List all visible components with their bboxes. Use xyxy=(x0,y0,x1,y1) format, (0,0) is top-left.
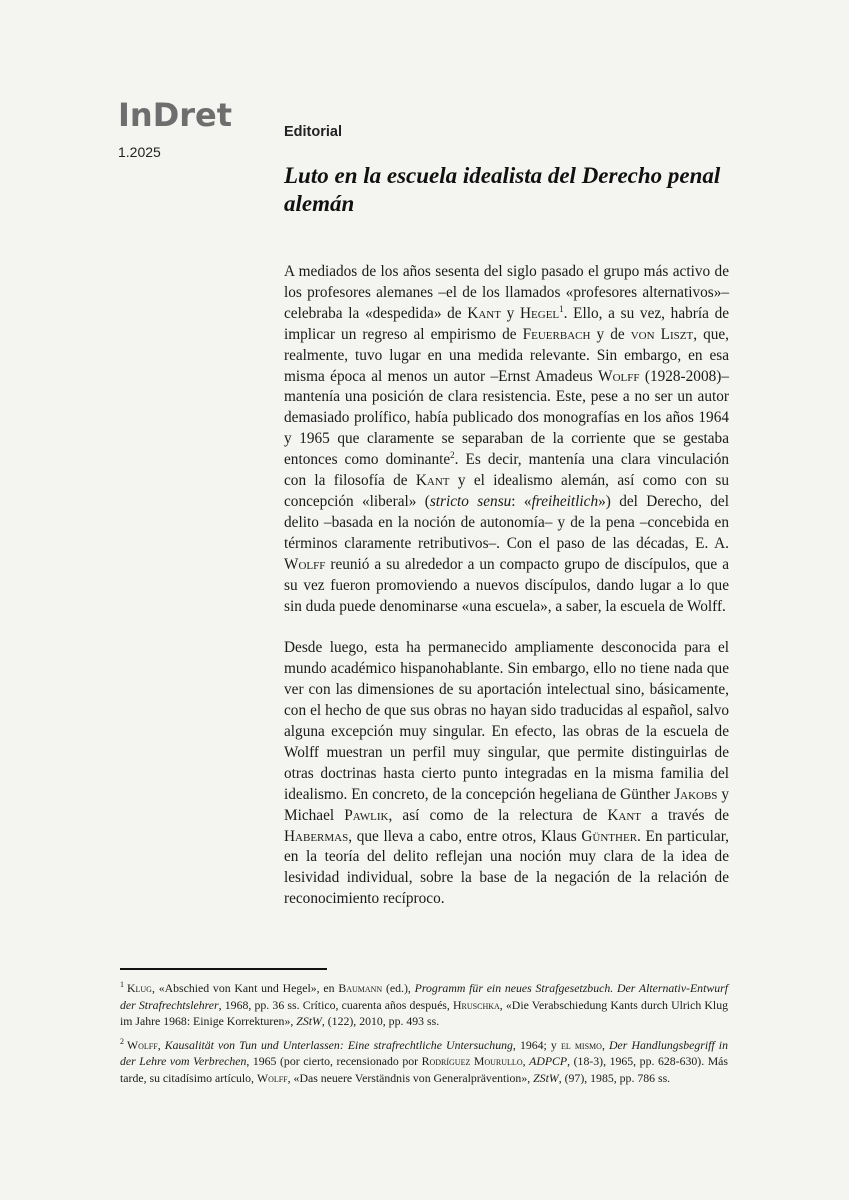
text-run: Baumann xyxy=(338,981,383,995)
text-run: 1 xyxy=(120,980,124,990)
text-run: ») del Derecho, del delito –basada en la noción de autonomía– y de la pena –concebida en términos claramente retributivos–. Con el paso de las décadas, E. A. xyxy=(284,492,729,552)
author-name: Jakobs xyxy=(674,785,718,803)
footnote-ref[interactable]: 2 xyxy=(450,450,455,461)
author-name: Habermas xyxy=(284,827,349,845)
text-run: , xyxy=(601,1037,609,1052)
text-run: , «Das neuere Verständnis von Generalprävention», xyxy=(287,1070,534,1085)
italic-text: freiheitlich xyxy=(531,492,599,510)
text-run: y Michael xyxy=(284,785,729,824)
article-title: Luto en la escuela idealista del Derecho penal alemán xyxy=(284,163,721,216)
footnotes xyxy=(120,980,728,1094)
author-name: Günther xyxy=(581,827,638,845)
author-name: von Liszt xyxy=(630,325,694,343)
italic-text: stricto sensu xyxy=(429,492,512,510)
author-name: Wolff xyxy=(598,367,640,385)
text-run: (1928-2008)– mantenía una posición de clara resistencia. Este, pese a no ser un autor demasiado prolífico, había publicado dos monografías en los años 1964 y 1965 que claramente se separaban de la corriente que se gestaba entonces como dominante xyxy=(284,367,729,469)
text-run: reunió a su alrededor a un compacto grupo de discípulos, que a su vez fueron promoviendo a nuevos discípulos, dando lugar a lo que sin duda puede denominarse «una escuela», a saber, la escuela de Wolff. xyxy=(284,555,729,615)
text-run: . Es decir, mantenía una clara vinculación con la filosofía de xyxy=(284,451,729,490)
italic-text: ZStW xyxy=(533,1070,559,1085)
text-run: . Ello, a su vez, habría de implicar un regreso al empirismo de xyxy=(284,304,730,343)
footnote-ref[interactable]: 1 xyxy=(559,303,564,314)
text-run: , 1965 (por cierto, recensionado por xyxy=(246,1054,422,1069)
text-run: , 1968, pp. 36 ss. Crítico, cuarenta años después, xyxy=(218,997,454,1012)
author-name: Kant xyxy=(607,806,641,824)
section-label: Editorial xyxy=(284,124,343,140)
text-run: Wolff xyxy=(256,1070,288,1085)
text-run: , «Die Verabschiedung Kants durch Ulrich Klug im Jahre 1968: Einige Korrekturen», xyxy=(120,997,728,1029)
text-run: , xyxy=(157,1037,165,1052)
journal-logo: InDret xyxy=(118,96,233,134)
text-run: , xyxy=(522,1054,530,1069)
text-run: Hruschka xyxy=(453,997,500,1012)
text-run: , que, realmente, tuvo lugar en una medida relevante. Sin embargo, en esa misma época al menos un autor –Ernst Amadeus xyxy=(284,325,729,385)
text-run: . En particular, en la teoría del delito reflejan una noción muy clara de la idea de lesividad individual, sobre la base de la negación de la relación de reconocimiento recíproco. xyxy=(284,827,729,908)
text-run: el mismo xyxy=(560,1037,602,1052)
paragraph-2 xyxy=(284,638,729,910)
text-run: 2 xyxy=(120,1036,124,1046)
article-body xyxy=(284,262,729,931)
text-run: A mediados de los años sesenta del siglo pasado el grupo más activo de los profesores alemanes –el de los llamados «profesores alternativos»– celebraba la «despedida» de xyxy=(284,263,729,322)
author-name: Pawlik xyxy=(344,806,389,824)
author-name: Feuerbach xyxy=(522,325,591,343)
author-name: Kant xyxy=(415,472,450,490)
text-run: Desde luego, esta ha permanecido ampliamente desconocida para el mundo académico hispanohablante. Sin embargo, ello no tiene nada que ver con las dimensiones de su aportación intelectual sino, básicamente, con el hecho de que sus obras no hayan sido traducidas al español, salvo alguna excepción muy singular. En efecto, las obras de la escuela de Wolff muestran un perfil muy singular, que permite distinguirlas de otras doctrinas hasta cierto punto integradas en la misma familia del idealismo. En concreto, de la concepción hegeliana de Günther xyxy=(284,639,729,803)
italic-text: Programm für ein neues Strafgesetzbuch. Der Alternativ-Entwurf der Strafrechtslehrer xyxy=(120,981,728,1012)
issue-number: 1.2025 xyxy=(118,144,161,160)
footnote-divider xyxy=(120,968,327,970)
text-run: y de xyxy=(590,325,631,343)
italic-text: Der Handlungsbegriff in der Lehre vom Verbrechen xyxy=(120,1037,728,1069)
text-run: , que lleva a cabo, entre otros, Klaus xyxy=(348,827,582,845)
author-name: Hegel xyxy=(519,304,560,322)
italic-text: Kausalität von Tun und Unterlassen: Eine strafrechtliche Untersuchung xyxy=(164,1037,513,1052)
footnote-1 xyxy=(120,980,728,1030)
text-run: , así como de la relectura de xyxy=(388,806,608,824)
author-name: Wolff xyxy=(284,555,326,573)
text-run: (ed.), xyxy=(382,981,415,995)
author-name: Kant xyxy=(467,304,501,322)
italic-text: ADPCP xyxy=(529,1054,568,1069)
text-run: Klug xyxy=(127,981,152,995)
paragraph-1 xyxy=(284,262,729,617)
text-run: , «Abschied von Kant und Hegel», en xyxy=(151,981,339,995)
text-run: Wolff xyxy=(127,1037,158,1052)
text-run: y el idealismo alemán, así como con su concepción «liberal» ( xyxy=(284,472,729,510)
text-run: Rodríguez Mourullo xyxy=(421,1054,523,1069)
text-run: a través de xyxy=(640,806,729,824)
text-run: y xyxy=(500,304,520,322)
text-run: , 1964; y xyxy=(512,1037,561,1052)
italic-text: ZStW xyxy=(296,1014,322,1029)
text-run: , (122), 2010, pp. 493 ss. xyxy=(321,1014,440,1029)
footnote-2 xyxy=(120,1037,728,1087)
text-run: : « xyxy=(511,492,532,510)
text-run: , (97), 1985, pp. 786 ss. xyxy=(558,1070,671,1085)
text-run: , (18-3), 1965, pp. 628-630). Más tarde, su citadísimo artículo, xyxy=(120,1054,729,1085)
